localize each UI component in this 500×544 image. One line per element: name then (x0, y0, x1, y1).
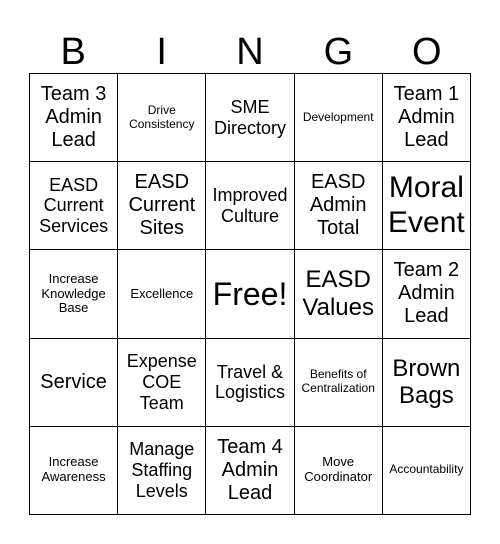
bingo-cell[interactable]: EASD Current Services (30, 162, 118, 250)
header-letter-g: G (323, 31, 354, 73)
bingo-cell[interactable]: Brown Bags (383, 339, 471, 427)
bingo-cell[interactable]: EASD Admin Total (295, 162, 383, 250)
bingo-cell[interactable]: Team 1 Admin Lead (383, 74, 471, 162)
bingo-cell[interactable]: Accountability (383, 427, 471, 515)
bingo-cell[interactable]: EASD Values (295, 250, 383, 338)
bingo-cell[interactable]: Development (295, 74, 383, 162)
bingo-cell[interactable]: Increase Awareness (30, 427, 118, 515)
bingo-cell[interactable]: Team 3 Admin Lead (30, 74, 118, 162)
bingo-cell[interactable]: EASD Current Sites (118, 162, 206, 250)
header-letter-n: N (236, 31, 264, 73)
bingo-cell[interactable]: Service (30, 339, 118, 427)
bingo-header (29, 30, 471, 74)
free-space-cell[interactable]: Free! (206, 250, 294, 338)
bingo-cell[interactable]: Travel & Logistics (206, 339, 294, 427)
bingo-cell[interactable]: Improved Culture (206, 162, 294, 250)
bingo-cell[interactable]: Team 2 Admin Lead (383, 250, 471, 338)
header-letter-i: I (156, 31, 167, 73)
bingo-cell[interactable]: Team 4 Admin Lead (206, 427, 294, 515)
header-letter-o: O (412, 31, 442, 73)
bingo-cell[interactable]: Benefits of Centralization (295, 339, 383, 427)
bingo-grid (29, 73, 471, 515)
bingo-cell[interactable]: SME Directory (206, 74, 294, 162)
bingo-cell[interactable]: Drive Consistency (118, 74, 206, 162)
bingo-cell[interactable]: Moral Event (383, 162, 471, 250)
header-letter-b: B (60, 31, 86, 73)
bingo-cell[interactable]: Move Coordinator (295, 427, 383, 515)
bingo-cell[interactable]: Increase Knowledge Base (30, 250, 118, 338)
bingo-cell[interactable]: Excellence (118, 250, 206, 338)
bingo-cell[interactable]: Expense COE Team (118, 339, 206, 427)
bingo-cell[interactable]: Manage Staffing Levels (118, 427, 206, 515)
